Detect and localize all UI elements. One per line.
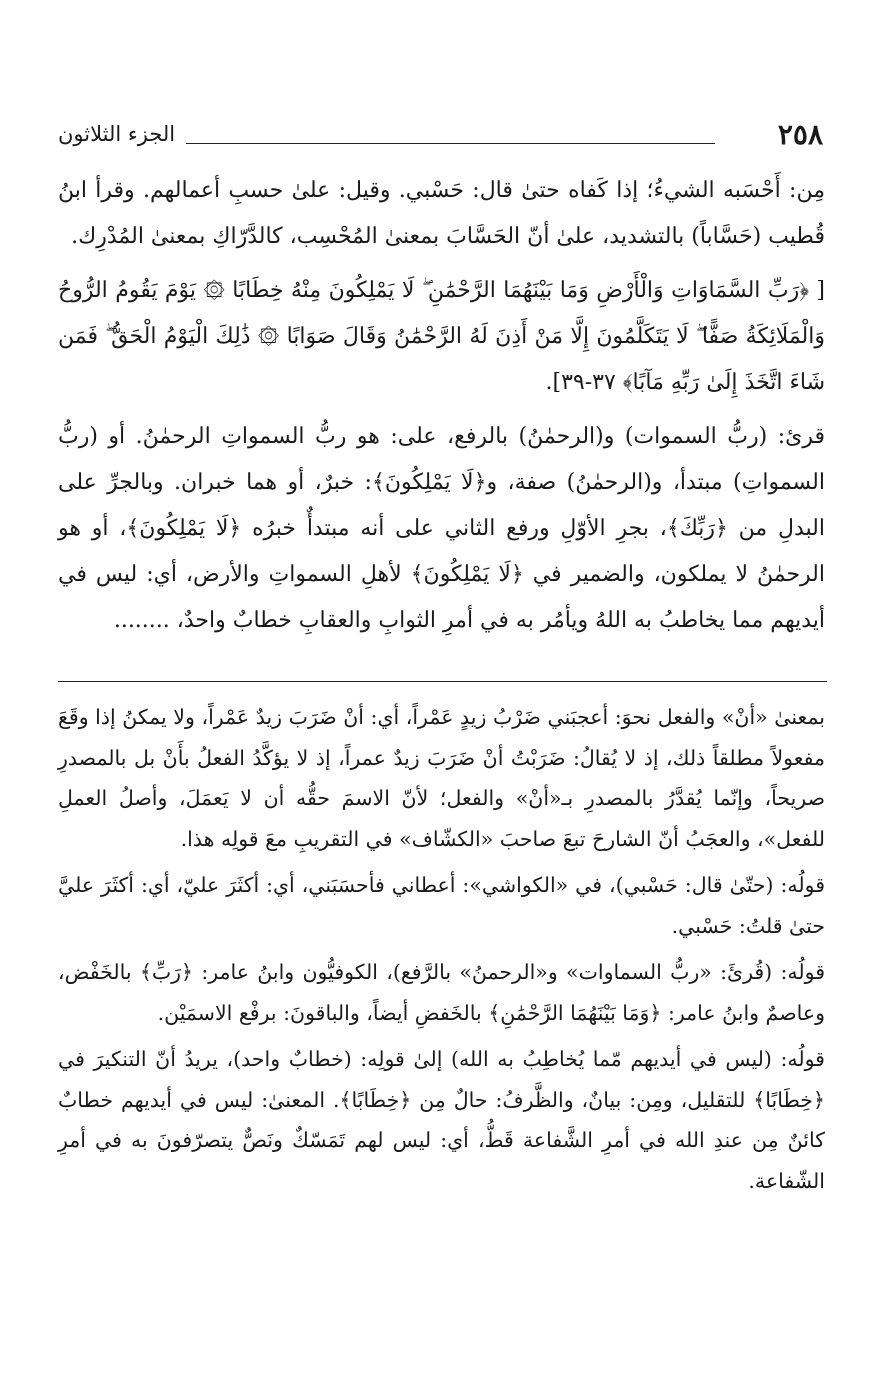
- header-rule: [186, 143, 715, 144]
- page-number: ٢٥٨: [777, 118, 823, 151]
- main-paragraph: مِن: أَحْسَبه الشيءُ؛ إذا كَفاه حتىٰ قال: حَسْبي. وقيل: علىٰ حسبِ أعمالهم. وقرأ ابنُ قُطيب (حَسَّاباً) بالتشديد، علىٰ أنّ الحَسَّابَ بمعنىٰ المُحْسِب، كالدَّرّاكِ بمعنىٰ المُدْرِك.: [58, 178, 825, 249]
- main-text: [58, 168, 825, 644]
- quran-verse-block: [ ﴿رَبِّ السَّمَاوَاتِ وَالْأَرْضِ وَمَا بَيْنَهُمَا الرَّحْمَٰنِ ۖ لَا يَمْلِكُونَ مِنْهُ خِطَابًا ۞ يَوْمَ يَقُومُ الرُّوحُ وَالْمَلَائِكَةُ صَفًّا ۖ لَا يَتَكَلَّمُونَ إِلَّا مَنْ أَذِنَ لَهُ الرَّحْمَٰنُ وَقَالَ صَوَابًا ۞ ذَٰلِكَ الْيَوْمُ الْحَقُّ ۖ فَمَن شَاءَ اتَّخَذَ إِلَىٰ رَبِّهِ مَآبًا﴾ ٣٧-٣٩].: [58, 278, 825, 395]
- main-paragraph: قرئ: (ربُّ السموات) و(الرحمٰنُ) بالرفع، على: هو ربُّ السمواتِ الرحمٰنُ. أو (ربُّ السمواتِ) مبتدأ، و(الرحمٰنُ) صفة، و﴿لَا يَمْلِكُونَ﴾: خبرٌ، أو هما خبران. وبالجرِّ على البدلِ من ﴿رَبِّكَ﴾، بجرِ الأوّلِ ورفع الثاني على أنه مبتدأٌ خبرُه ﴿لَا يَمْلِكُونَ﴾، أو هو الرحمٰنُ لا يملكون، والضمير في ﴿لَا يَمْلِكُونَ﴾ لأهلِ السمواتِ والأرض، أي: ليس في أيديهم مما يخاطبُ به اللهُ ويأمُر به في أمرِ الثوابِ والعقابِ خطابٌ واحدٌ، ........: [58, 424, 825, 633]
- note-paragraph: قولُه: (قُرئَ: «ربُّ السماوات» و«الرحمنُ» بالرَّفع)، الكوفيُّون وابنُ عامر: ﴿رَبِّ﴾ بالخَفْض، وعاصمٌ وابنُ عامر: ﴿وَمَا بَيْنَهُمَا الرَّحْمَٰنِ﴾ بالخَفضِ أيضاً، والباقونَ: برفْع الاسمَيْن.: [58, 960, 825, 1025]
- note-paragraph: قولُه: (ليس في أيديهم مّما يُخاطِبُ به الله) إلىٰ قولِه: (خطابٌ واحد)، يريدُ أنّ التنكيرَ في ﴿خِطَابًا﴾ للتقليل، ومِن: بيانٌ، والظَّرفُ: حالٌ مِن ﴿خِطَابًا﴾. المعنىٰ: ليس في أيديهم خطابٌ كائنٌ مِن عندِ الله في أمرِ الشَّفاعة قَطُّ، أي: ليس لهم تَمَسّكٌ ونَصٌّ يتصرّفونَ به في أمرِ الشّفاعة.: [58, 1047, 825, 1193]
- footnote-divider: [58, 681, 827, 682]
- running-title: الجزء الثلاثون: [58, 122, 176, 146]
- commentary-notes: [58, 697, 825, 1201]
- note-paragraph: بمعنىٰ «أنْ» والفعل نحوَ: أعجبَني ضَرْبُ زيدٍ عَمْراً، أي: أنْ ضَرَبَ زيدٌ عَمْراً، ولا يمكنُ إذا وقَعَ مفعولاً مطلقاً ذلك، إذ لا يُقالُ: ضَرَبْتُ أنْ ضَرَبَ زيدٌ عمراً، إذ لا يؤكَّدُ الفعلُ بأَنْ بل بالمصدرِ صريحاً، وإنّما يُقدَّرُ بالمصدرِ بـ«أنْ» والفعل؛ لأنّ الاسمَ حقُّه أن لا يَعمَلَ، وأصلُ العملِ للفعل»، والعجَبُ أنّ الشارحَ تبعَ صاحبَ «الكشّاف» في التقريبِ معَ قولِه هذا.: [58, 705, 825, 851]
- page-header: [58, 118, 823, 158]
- note-paragraph: قولُه: (حتّىٰ قال: حَسْبي)، في «الكواشي»: أعطاني فأحسَبَني، أي: أكثَرَ عليّ، أي: أكثَرَ عليَّ حتىٰ قلتُ: حَسْبي.: [58, 873, 825, 938]
